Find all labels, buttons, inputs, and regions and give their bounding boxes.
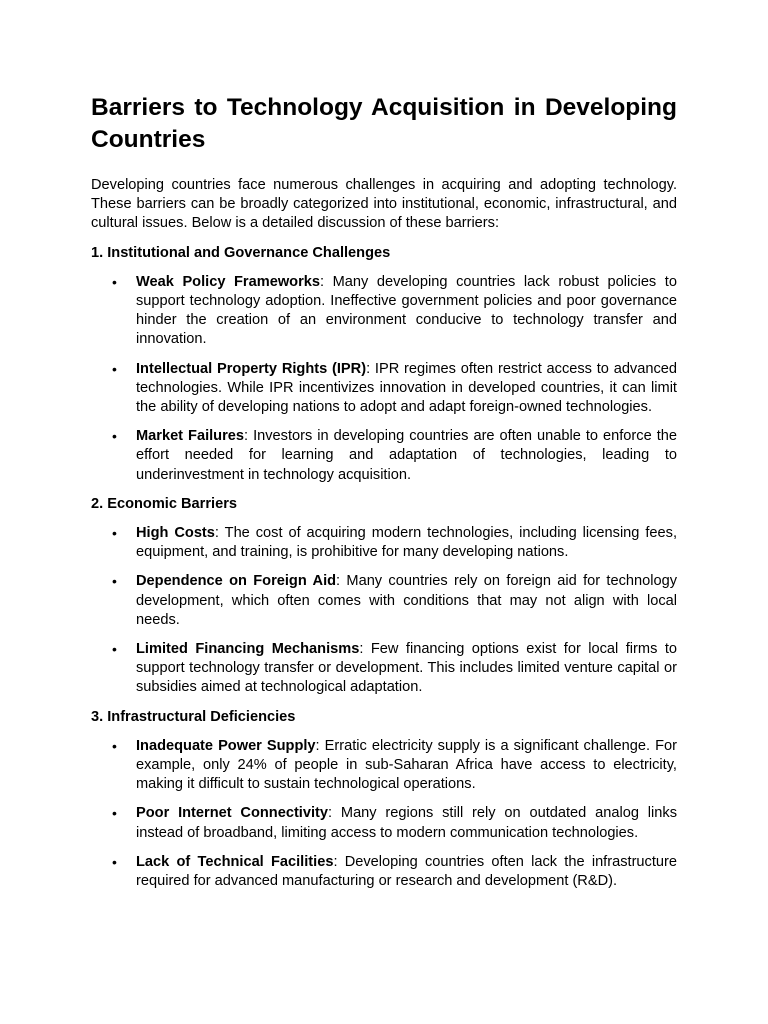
- section-heading: 1. Institutional and Governance Challenges: [91, 244, 391, 261]
- item-description: : Few financing options exist for local firms to support technology transfer or development. This includes limited venture capital or subsidies aimed at technological adaptation.: [136, 641, 678, 696]
- list-item: [91, 524, 677, 562]
- item-description: : The cost of acquiring modern technologies, including licensing fees, equipment, and training, is prohibitive for many developing nations.: [136, 525, 677, 561]
- bullet-icon: •: [112, 525, 117, 542]
- bullet-icon: •: [112, 360, 117, 377]
- item-description: : Erratic electricity supply is a significant challenge. For example, only 24% of people in sub-Saharan Africa have access to electricity, making it difficult to sustain technological operations.: [136, 737, 677, 793]
- section: [91, 708, 677, 892]
- bullet-list: [91, 524, 677, 698]
- item-term: Poor Internet Connectivity: [136, 805, 329, 822]
- bullet-icon: •: [112, 853, 117, 870]
- item-description: : Many regions still rely on outdated analog links instead of broadband, limiting access to modern communication technologies.: [136, 805, 677, 841]
- list-item: [91, 572, 677, 630]
- intro-paragraph: Developing countries face numerous challenges in acquiring and adopting technology. These barriers can be broadly categorized into institutional, economic, infrastructural, and cultural issues. Below is a detailed discussion of these barriers:: [91, 177, 677, 232]
- item-term: Lack of Technical Facilities: [136, 853, 334, 870]
- section-heading: 3. Infrastructural Deficiencies: [91, 708, 296, 725]
- item-term: Intellectual Property Rights (IPR): [136, 360, 367, 377]
- item-description: : Many countries rely on foreign aid for technology development, which often comes with conditions that may not align with local needs.: [136, 573, 678, 628]
- item-description: : Developing countries often lack the infrastructure required for advanced manufacturing or research and development (R&D).: [136, 853, 677, 890]
- bullet-list: [91, 737, 677, 891]
- bullet-list: [91, 273, 677, 485]
- item-term: Dependence on Foreign Aid: [136, 573, 337, 590]
- item-term: Market Failures: [136, 428, 245, 445]
- bullet-icon: •: [112, 641, 117, 658]
- item-term: Inadequate Power Supply: [136, 737, 316, 754]
- section: [91, 244, 677, 485]
- document-title: Barriers to Technology Acquisition in Developing Countries: [91, 94, 677, 153]
- document-page: [91, 92, 677, 901]
- section: [91, 495, 677, 698]
- list-item: [91, 360, 677, 418]
- item-description: : Many developing countries lack robust policies to support technology adoption. Ineffective government policies and poor governance hinder the creation of an environment conducive to technology transfer and innovation.: [136, 273, 677, 348]
- item-description: : Investors in developing countries are often unable to enforce the effort needed for learning and adaptation of technologies, leading to underinvestment in technology acquisition.: [136, 428, 677, 483]
- list-item: [91, 640, 677, 698]
- item-term: High Costs: [136, 525, 215, 542]
- item-term: Limited Financing Mechanisms: [136, 641, 360, 658]
- bullet-icon: •: [112, 737, 117, 754]
- section-heading: 2. Economic Barriers: [91, 495, 238, 512]
- list-item: [91, 853, 677, 891]
- bullet-icon: •: [112, 273, 117, 290]
- bullet-icon: •: [112, 428, 117, 445]
- list-item: [91, 427, 677, 485]
- item-term: Weak Policy Frameworks: [136, 273, 320, 290]
- bullet-icon: •: [112, 573, 117, 590]
- list-item: [91, 737, 677, 795]
- item-description: : IPR regimes often restrict access to advanced technologies. While IPR incentivizes innovation in developed countries, it can limit the ability of developing nations to adopt and adapt foreign-owned technologies.: [136, 360, 677, 416]
- sections-container: [91, 244, 677, 892]
- bullet-icon: •: [112, 805, 117, 822]
- list-item: [91, 273, 677, 350]
- list-item: [91, 804, 677, 842]
